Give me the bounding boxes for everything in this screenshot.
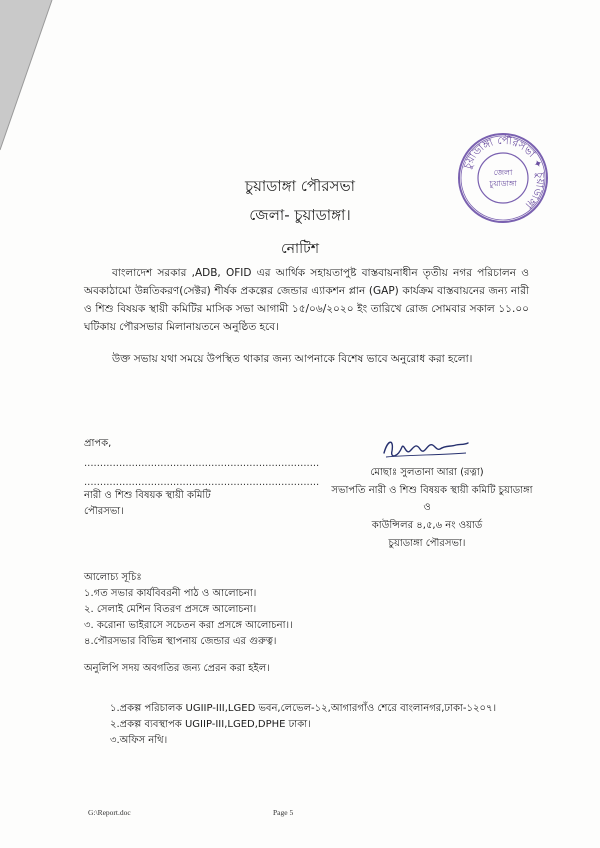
footer-page-number: Page 5	[273, 808, 294, 817]
copy-item: ২.প্রকল্প ব্যবস্থাপক UGIIP-III,LGED,DPHE ঢাকা।	[110, 719, 311, 730]
agenda-label: আলোচ্য সূচিঃ	[84, 572, 142, 583]
copy-intro: অনুলিপি সদয় অবগতির জন্য প্রেরন করা হইল।	[84, 663, 270, 674]
district-name: জেলা- চুয়াডাঙ্গা।	[249, 206, 351, 224]
recipient-blank-line-2: ..........................................................................	[84, 477, 320, 488]
agenda-item: ৪.পৌরসভার বিভিন্ন স্থাপনায় জেন্ডার এর গুরুত্ব।	[84, 636, 277, 647]
agenda-list	[84, 570, 293, 650]
notice-paragraph-1: বাংলাদেশ সরকার ,ADB, OFID এর আর্থিক সহায়তাপুষ্ট বাস্তবায়নাধীন তৃতীয় নগর পরিচালন ও অবকাঠামো উন্নতিকরণ(সেক্টর) শীর্ষক প্রকল্পের জেন্ডার এ্যাকশন প্লান (GAP) কার্যক্রম বাস্তবায়নের জন্য নারী ও শিশু বিষয়ক স্থায়ী কমিটির মাসিক সভা আগামী ১৫/০৬/২০২০ ইং তারিখে রোজ সোমবার সকাল ১১.০০ ঘটিকায় পৌরসভার মিলানায়তনে অনুষ্ঠিত হবে।	[84, 267, 529, 333]
signatory-office: চুয়াডাঙ্গা পৌরসভা।	[388, 538, 466, 549]
signatory-and: ও	[423, 502, 431, 513]
copy-item: ৩.অফিস নথি।	[110, 735, 168, 746]
handwritten-signature	[380, 433, 470, 465]
page-fold-edge	[0, 0, 52, 150]
agenda-item: ৩. করোনা ভাইরাসে সচেতন করা প্রসঙ্গে আলোচনা।।	[84, 620, 293, 631]
copy-item: ১.প্রকল্প পরিচালক UGIIP-III,LGED ভবন,লেভেল-১২,আগারগাঁও শেরে বাংলানগর,ঢাকা-১২০৭।	[110, 703, 497, 714]
signatory-name: মোছাঃ সুলতানা আরা (রত্না)	[370, 467, 484, 478]
recipient-office: পৌরসভা।	[84, 506, 124, 517]
notice-paragraph-2: উক্ত সভায় যথা সময়ে উপস্থিত থাকার জন্য আপনাকে বিশেষ ভাবে অনুরোধ করা হলো।	[112, 353, 473, 365]
footer-file-path: G:\Report.doc	[88, 808, 131, 817]
recipient-label: প্রাপক,	[84, 438, 112, 449]
recipient-blank-line-1: ..........................................................................	[84, 458, 320, 469]
organization-name: চুয়াডাঙ্গা পৌরসভা	[245, 177, 355, 195]
svg-text:জেলা: জেলা	[493, 168, 513, 177]
copy-list	[110, 701, 550, 749]
signatory-councillor: কাউন্সিলর ৪,৫,৬ নং ওয়ার্ড	[371, 520, 483, 531]
svg-text:চুয়াডাঙ্গা পৌরসভা ✦ চুয়াডা: চুয়াডাঙ্গা পৌরসভা ✦ চুয়াডাঙ্গা	[461, 134, 547, 211]
agenda-item: ১.গত সভার কার্যবিবরনী পাঠ ও আলোচনা।	[84, 588, 257, 599]
recipient-committee: নারী ও শিশু বিষয়ক স্থায়ী কমিটি	[84, 490, 211, 501]
agenda-item: ২. সেলাই মেশিন বিতরণ প্রসঙ্গে আলোচনা।	[84, 604, 257, 615]
svg-text:চুয়াডাঙ্গা: চুয়াডাঙ্গা	[489, 179, 517, 188]
notice-title: নোটিশ	[280, 241, 319, 257]
signatory-designation: সভাপতি নারী ও শিশু বিষয়ক স্থায়ী কমিটি চুয়াডাঙ্গা	[331, 485, 533, 496]
